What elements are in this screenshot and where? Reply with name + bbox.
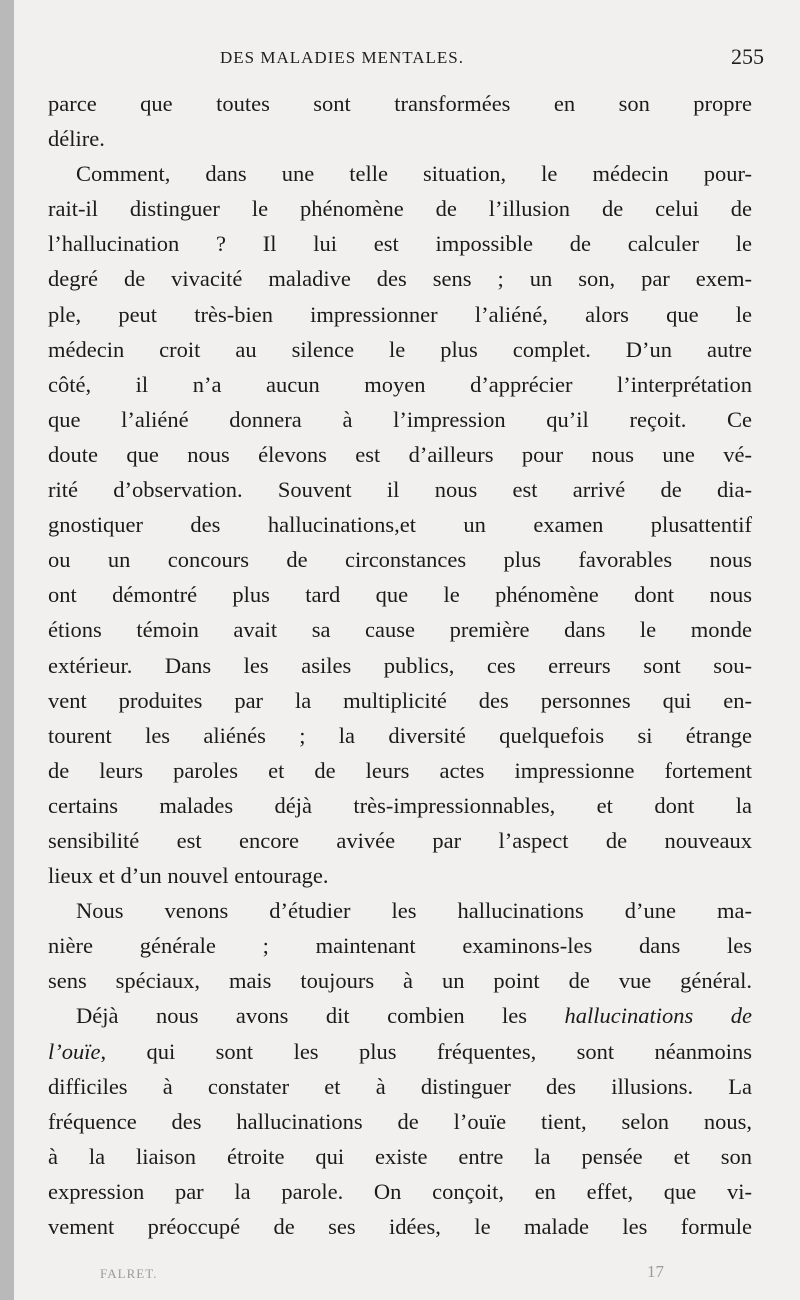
text-line: étions témoin avait sa cause première dans le monde <box>48 617 752 643</box>
text-line: degré de vivacité maladive des sens ; un son, par exem- <box>48 266 752 292</box>
text-line <box>48 1034 752 1069</box>
text-line: ou un concours de circonstances plus favorables nous <box>48 547 752 573</box>
text-line: à la liaison étroite qui existe entre la pensée et son <box>48 1143 752 1169</box>
text-line: rité d’observation. Souvent il nous est arrivé de dia- <box>48 477 752 503</box>
running-title: DES MALADIES MENTALES. <box>220 48 464 67</box>
text-line: délire. <box>48 126 105 152</box>
text-line: ple, peut très-bien impressionner l’aliéné, alors que le <box>48 301 752 327</box>
text-line: que l’aliéné donnera à l’impression qu’il reçoit. Ce <box>48 406 752 432</box>
text-line: parce que toutes sont transformées en son propre <box>48 91 752 116</box>
text-line: lieux et d’un nouvel entourage. <box>48 863 329 889</box>
book-page <box>14 0 800 1300</box>
text-line: l’hallucination ? Il lui est impossible de calculer le <box>48 231 752 257</box>
text-line: médecin croit au silence le plus complet. D’un autre <box>48 336 752 362</box>
text-line: nière générale ; maintenant examinons-les dans les <box>48 933 752 959</box>
body-text <box>48 86 752 1244</box>
text-line-roman: Déjà nous avons dit combien les <box>76 1003 565 1029</box>
text-line: doute que nous élevons est d’ailleurs pour nous une vé- <box>48 441 752 467</box>
italic-term: hallucinations de <box>564 1003 752 1029</box>
text-line: vement préoccupé de ses idées, le malade les formule <box>48 1214 752 1239</box>
text-line: côté, il n’a aucun moyen d’apprécier l’interprétation <box>48 371 752 397</box>
text-line: ont démontré plus tard que le phénomène dont nous <box>48 582 752 608</box>
text-line: de leurs paroles et de leurs actes impressionne fortement <box>48 757 752 783</box>
signature-number: 17 <box>647 1262 664 1281</box>
text-line: Comment, dans une telle situation, le médecin pour- <box>76 161 752 187</box>
text-line: sensibilité est encore avivée par l’aspect de nouveaux <box>48 827 752 853</box>
text-line: extérieur. Dans les asiles publics, ces erreurs sont sou- <box>48 652 752 678</box>
text-line: fréquence des hallucinations de l’ouïe tient, selon nous, <box>48 1108 752 1134</box>
text-line: difficiles à constater et à distinguer des illusions. La <box>48 1073 752 1099</box>
printer-signature: FALRET. <box>100 1266 158 1281</box>
text-line: tourent les aliénés ; la diversité quelquefois si étrange <box>48 722 752 748</box>
italic-term: l’ouïe <box>48 1038 101 1064</box>
text-line-roman: , qui sont les plus fréquentes, sont néanmoins <box>100 1038 752 1064</box>
text-line: gnostiquer des hallucinations,et un examen plusattentif <box>48 512 752 538</box>
text-line: vent produites par la multiplicité des personnes qui en- <box>48 687 752 713</box>
text-line: Nous venons d’étudier les hallucinations d’une ma- <box>76 898 752 924</box>
page-number: 255 <box>731 44 764 69</box>
text-line: certains malades déjà très-impressionnables, et dont la <box>48 792 752 818</box>
text-line <box>48 998 752 1033</box>
text-line: expression par la parole. On conçoit, en effet, que vi- <box>48 1178 752 1204</box>
text-line: rait-il distinguer le phénomène de l’illusion de celui de <box>48 196 752 222</box>
text-line: sens spéciaux, mais toujours à un point de vue général. <box>48 968 752 994</box>
